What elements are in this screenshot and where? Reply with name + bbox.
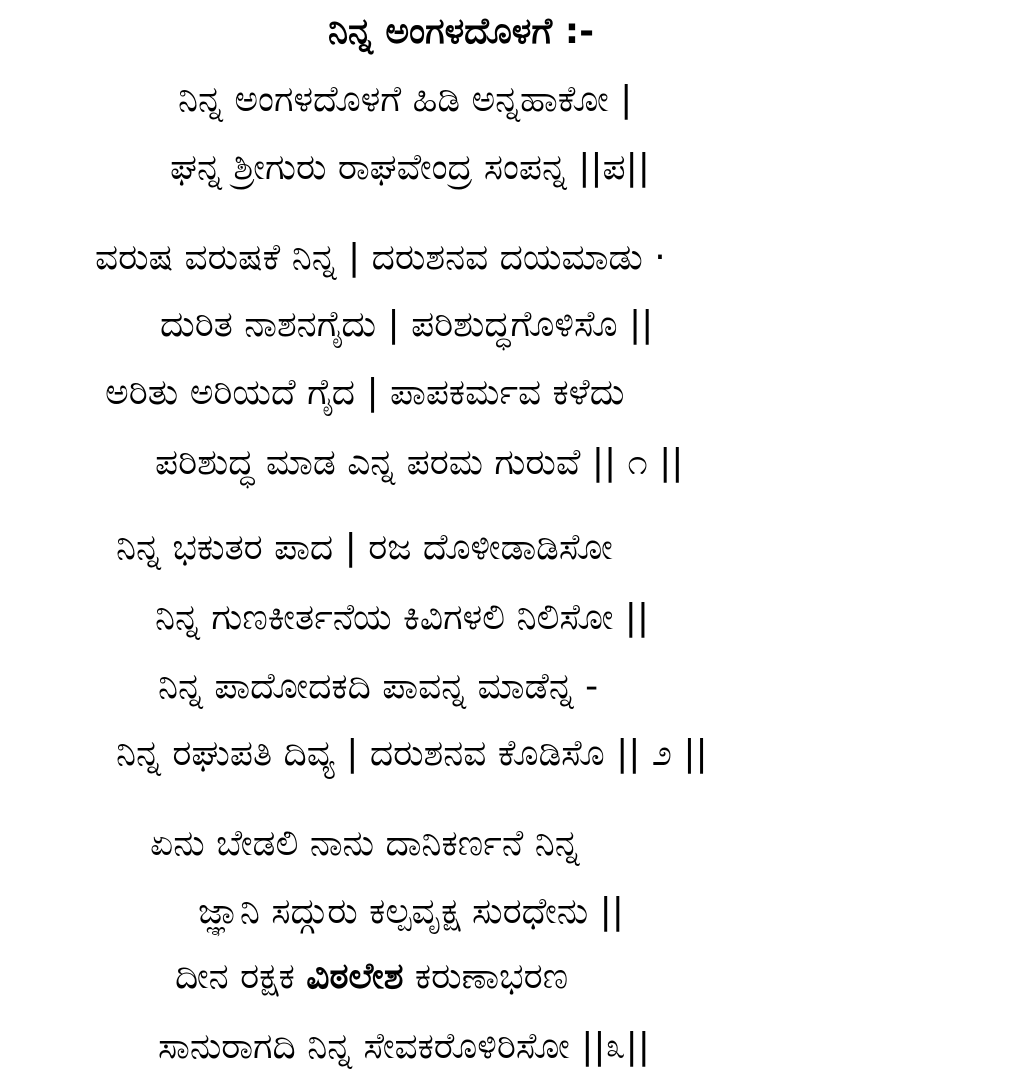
- stanza2-line-2: ನಿನ್ನ ಗುಣಕೀರ್ತನೆಯ ಕಿವಿಗಳಲಿ ನಿಲಿಸೋ ||: [155, 597, 650, 638]
- stanza1-line-3: ಅರಿತು ಅರಿಯದೆ ಗೈದ | ಪಾಪಕರ್ಮವ ಕಳೆದು: [105, 372, 625, 413]
- stanza1-line-2: ದುರಿತ ನಾಶನಗೈದು | ಪರಿಶುದ್ಧಗೊಳಿಸೊ ||: [160, 304, 654, 345]
- stanza1-line-1: ವರುಷ ವರುಷಕೆ ನಿನ್ನ | ದರುಶನವ ದಯಮಾಡು ·: [95, 237, 666, 278]
- stanza3-line-3-before: ದೀನ ರಕ್ಷಕ: [175, 956, 307, 997]
- stanza2-line-4: ನಿನ್ನ ರಘುಪತಿ ದಿವ್ಯ | ದರುಶನವ ಕೊಡಿಸೊ || ೨ ||: [116, 733, 708, 774]
- stanza3-line-3: [175, 955, 568, 999]
- pallavi-line-1: ನಿನ್ನ ಅಂಗಳದೊಳಗೆ ಹಿಡಿ ಅನ್ನಹಾಕೋ |: [178, 79, 633, 120]
- stanza2-line-1: ನಿನ್ನ ಭಕುತರ ಪಾದ | ರಜ ದೊಳೀಡಾಡಿಸೋ: [116, 527, 613, 568]
- stanza3-line-2: ಜ್ಞಾನಿ ಸದ್ಗುರು ಕಲ್ಪವೃಕ್ಷ ಸುರಧೇನು ||: [198, 891, 624, 932]
- stanza3-line-4: ಸಾನುರಾಗದಿ ನಿನ್ನ ಸೇವಕರೊಳಿರಿಸೋ ||೩||: [158, 1026, 650, 1067]
- vittalesha-signature: ವಿಠಲೇಶ: [306, 956, 404, 997]
- stanza3-line-1: ಏನು ಬೇಡಲಿ ನಾನು ದಾನಿಕರ್ಣನೆ ನಿನ್ನ: [150, 823, 580, 864]
- stanza1-line-4: ಪರಿಶುದ್ಧ ಮಾಡ ಎನ್ನ ಪರಮ ಗುರುವೆ || ೧ ||: [155, 442, 684, 483]
- stanza2-line-3: ನಿನ್ನ ಪಾದೋದಕದಿ ಪಾವನ್ನ ಮಾಡೆನ್ನ -: [158, 666, 599, 707]
- title: ನಿನ್ನ ಅಂಗಳದೊಳಗೆ :-: [328, 11, 595, 52]
- stanza3-line-3-after: ಕರುಣಾಭರಣ: [403, 956, 569, 997]
- pallavi-line-2: ಘನ್ನ ಶ್ರೀಗುರು ರಾಘವೇಂದ್ರ ಸಂಪನ್ನ ||ಪ||: [170, 147, 650, 188]
